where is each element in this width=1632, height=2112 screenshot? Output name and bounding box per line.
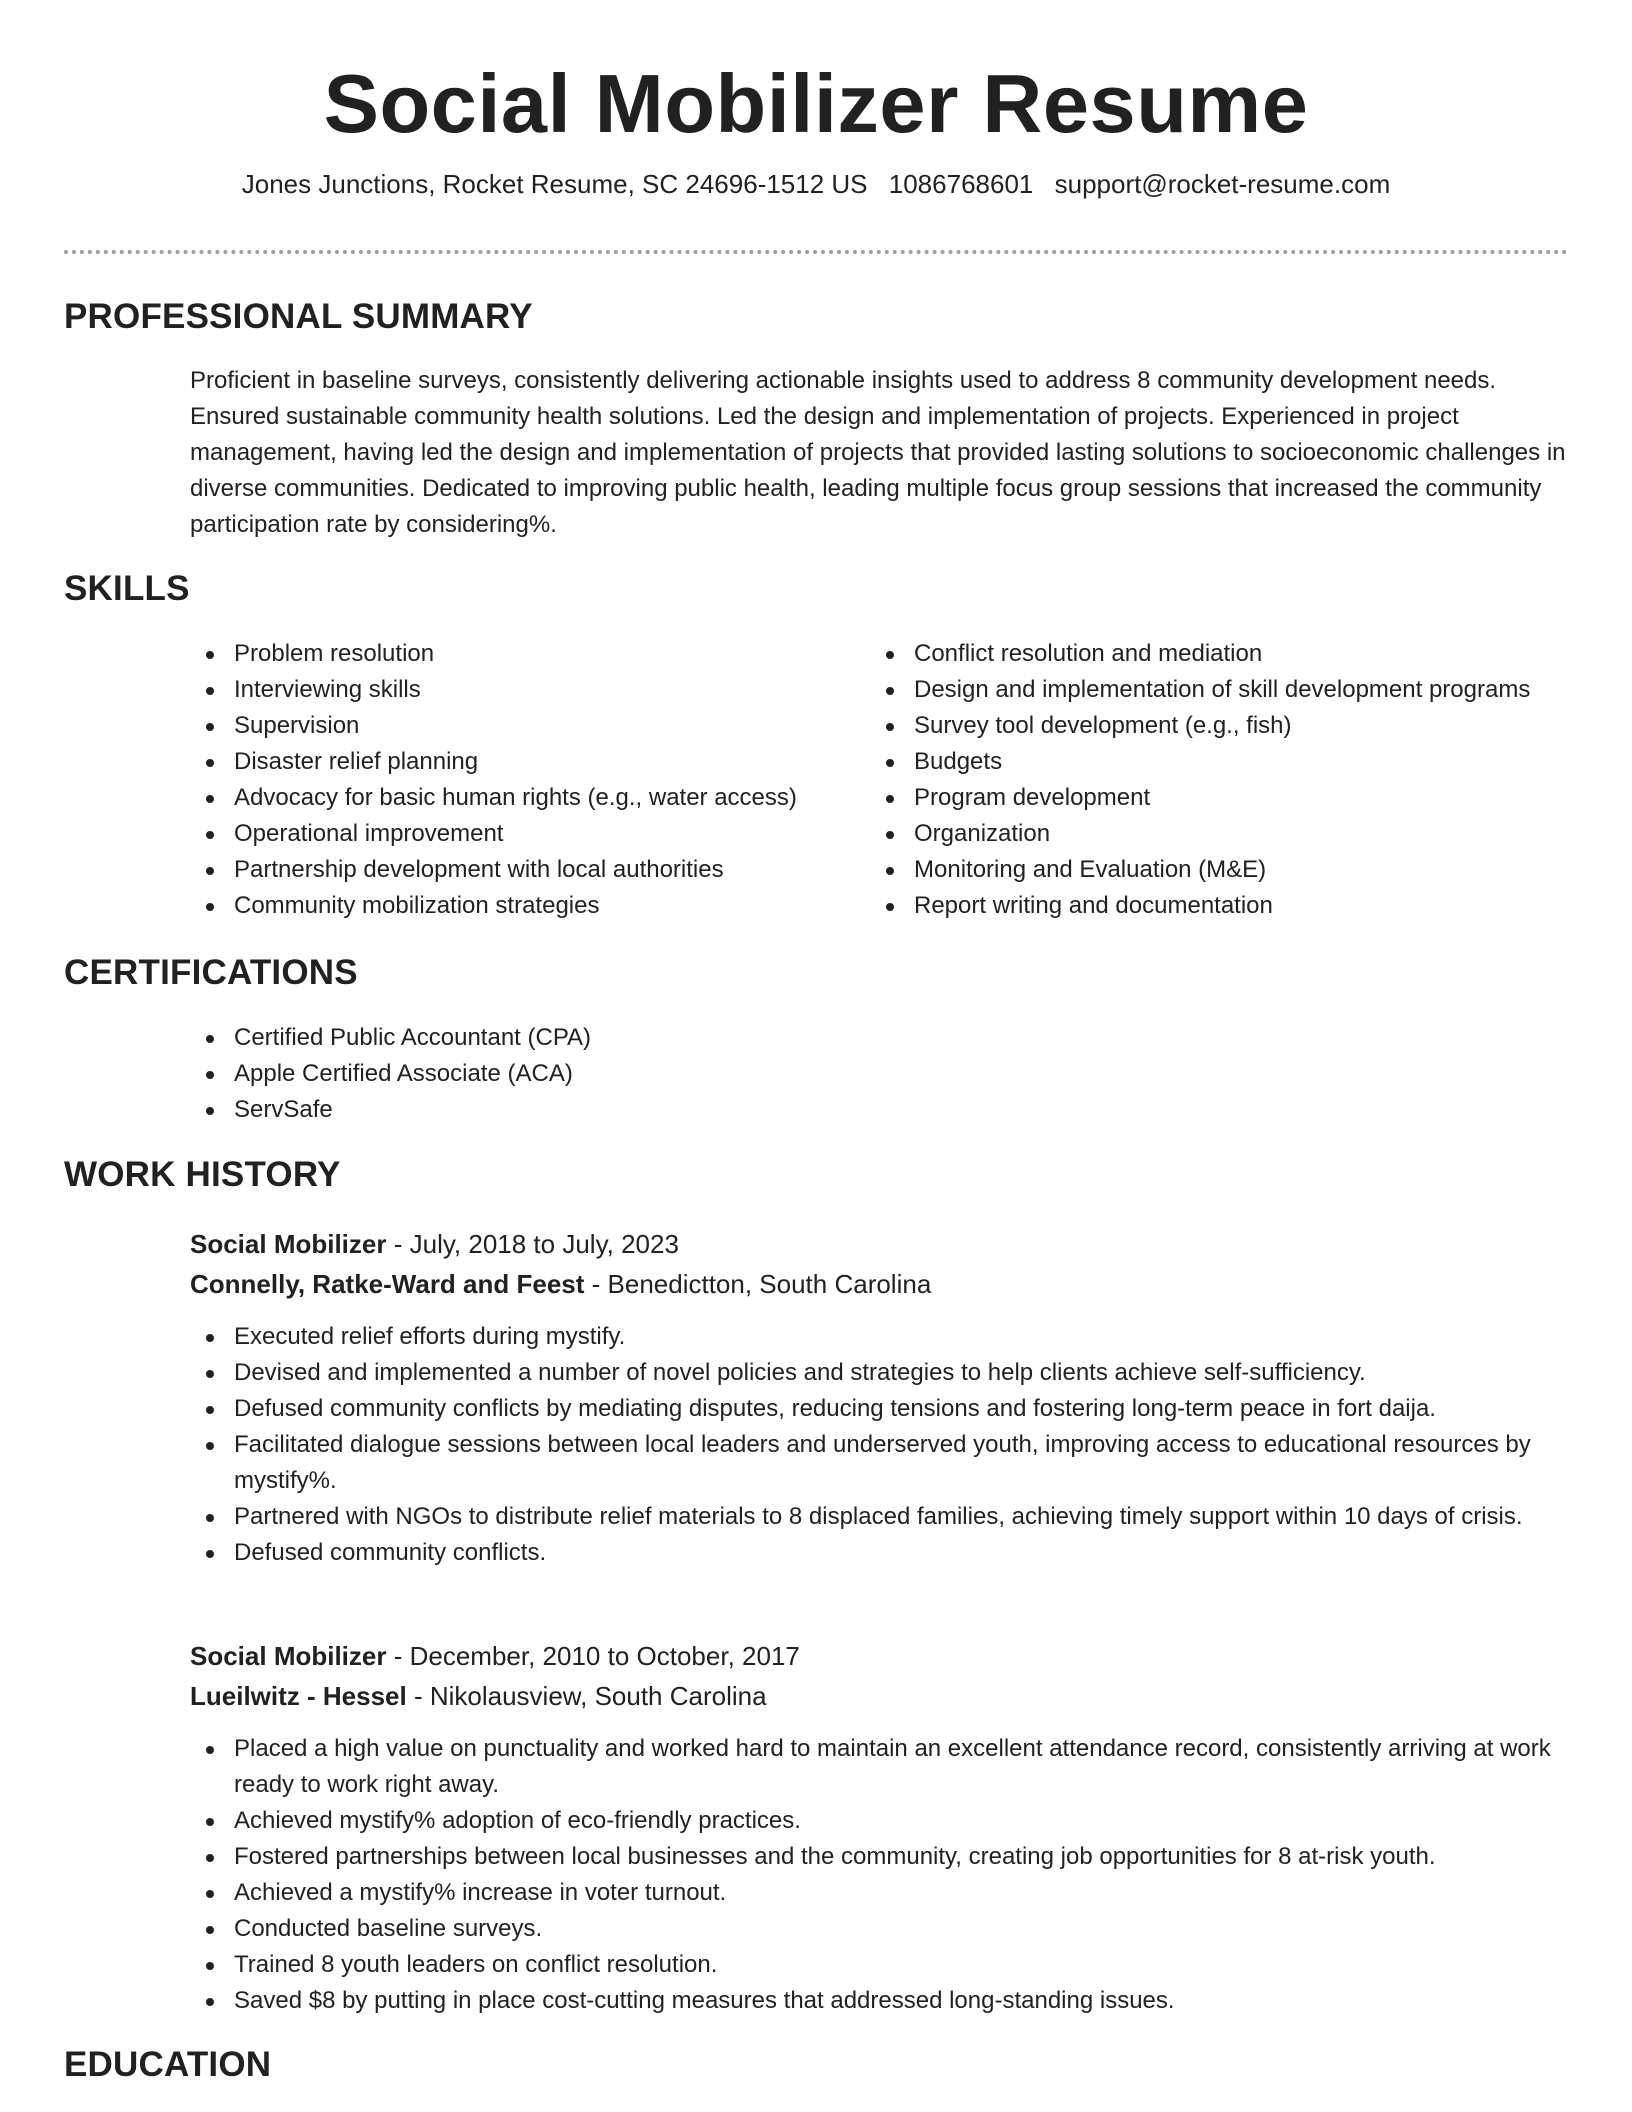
- job-title-line: [190, 1224, 679, 1264]
- list-item: Saved $8 by putting in place cost-cutting measures that addressed long-standing issues.: [190, 1983, 1568, 2019]
- job-bullets: [190, 1319, 1568, 1571]
- job-title-line: [190, 1636, 800, 1676]
- summary-heading: PROFESSIONAL SUMMARY: [64, 297, 533, 336]
- resume-page: [64, 0, 1568, 2084]
- work-history-heading: WORK HISTORY: [64, 1155, 341, 1194]
- job-dates: - July, 2018 to July, 2023: [386, 1229, 679, 1259]
- address: Jones Junctions, Rocket Resume, SC 24696-1512 US: [241, 169, 868, 199]
- list-item: Conflict resolution and mediation: [870, 636, 1568, 672]
- list-item: Devised and implemented a number of novel policies and strategies to help clients achieve self-sufficiency.: [190, 1355, 1568, 1391]
- list-item: Certified Public Accountant (CPA): [190, 1020, 1568, 1056]
- list-item: ServSafe: [190, 1092, 1568, 1128]
- list-item: Conducted baseline surveys.: [190, 1911, 1568, 1947]
- list-item: Fostered partnerships between local businesses and the community, creating job opportunities for 8 at-risk youth.: [190, 1839, 1568, 1875]
- skills-list-left: [190, 636, 850, 924]
- resume-title: Social Mobilizer Resume: [323, 57, 1309, 150]
- list-item: Placed a high value on punctuality and worked hard to maintain an excellent attendance record, consistently arriving at work ready to work right away.: [190, 1731, 1568, 1803]
- list-item: Disaster relief planning: [190, 744, 850, 780]
- list-item: Defused community conflicts by mediating disputes, reducing tensions and fostering long-term peace in fort daija.: [190, 1391, 1568, 1427]
- education-heading: EDUCATION: [64, 2045, 272, 2084]
- job-bullets: [190, 1731, 1568, 2019]
- list-item: Problem resolution: [190, 636, 850, 672]
- list-item: Program development: [870, 780, 1568, 816]
- job-company-line: [190, 1676, 767, 1716]
- list-item: Operational improvement: [190, 816, 850, 852]
- list-item: Trained 8 youth leaders on conflict resolution.: [190, 1947, 1568, 1983]
- job-company-line: [190, 1264, 931, 1304]
- phone: 1086768601: [888, 169, 1034, 199]
- job-title: Social Mobilizer: [190, 1641, 387, 1671]
- job-dates: - December, 2010 to October, 2017: [386, 1641, 800, 1671]
- header-divider: [64, 250, 1568, 254]
- skills-list-right: [870, 636, 1568, 924]
- job-location: - Nikolausview, South Carolina: [406, 1681, 767, 1711]
- email: support@rocket-resume.com: [1054, 169, 1391, 199]
- list-item: Budgets: [870, 744, 1568, 780]
- list-item: Executed relief efforts during mystify.: [190, 1319, 1568, 1355]
- list-item: Community mobilization strategies: [190, 888, 850, 924]
- job-company: Connelly, Ratke-Ward and Feest: [190, 1269, 585, 1299]
- list-item: Design and implementation of skill development programs: [870, 672, 1568, 708]
- summary-text: Proficient in baseline surveys, consistently delivering actionable insights used to address 8 community development needs. Ensured sustainable community health solutions. Led the design and implementation of projects. Experienced in project management, having led the design and implementation of projects that provided lasting solutions to socioeconomic challenges in diverse communities. Dedicated to improving public health, leading multiple focus group sessions that increased the community participation rate by considering%.: [190, 367, 1566, 538]
- job-company: Lueilwitz - Hessel: [190, 1681, 407, 1711]
- list-item: Defused community conflicts.: [190, 1535, 1568, 1571]
- list-item: Partnered with NGOs to distribute relief materials to 8 displaced families, achieving timely support within 10 days of crisis.: [190, 1499, 1568, 1535]
- list-item: Apple Certified Associate (ACA): [190, 1056, 1568, 1092]
- list-item: Survey tool development (e.g., fish): [870, 708, 1568, 744]
- list-item: Partnership development with local authorities: [190, 852, 850, 888]
- list-item: Advocacy for basic human rights (e.g., water access): [190, 780, 850, 816]
- job-title: Social Mobilizer: [190, 1229, 387, 1259]
- list-item: Achieved a mystify% increase in voter turnout.: [190, 1875, 1568, 1911]
- list-item: Monitoring and Evaluation (M&E): [870, 852, 1568, 888]
- list-item: Organization: [870, 816, 1568, 852]
- certifications-heading: CERTIFICATIONS: [64, 953, 358, 992]
- list-item: Achieved mystify% adoption of eco-friendly practices.: [190, 1803, 1568, 1839]
- job-location: - Benedictton, South Carolina: [584, 1269, 932, 1299]
- skills-heading: SKILLS: [64, 569, 190, 608]
- list-item: Interviewing skills: [190, 672, 850, 708]
- list-item: Supervision: [190, 708, 850, 744]
- contact-line: [64, 168, 1568, 200]
- list-item: Report writing and documentation: [870, 888, 1568, 924]
- certifications-list: [190, 1020, 1568, 1128]
- list-item: Facilitated dialogue sessions between local leaders and underserved youth, improving access to educational resources by mystify%.: [190, 1427, 1568, 1499]
